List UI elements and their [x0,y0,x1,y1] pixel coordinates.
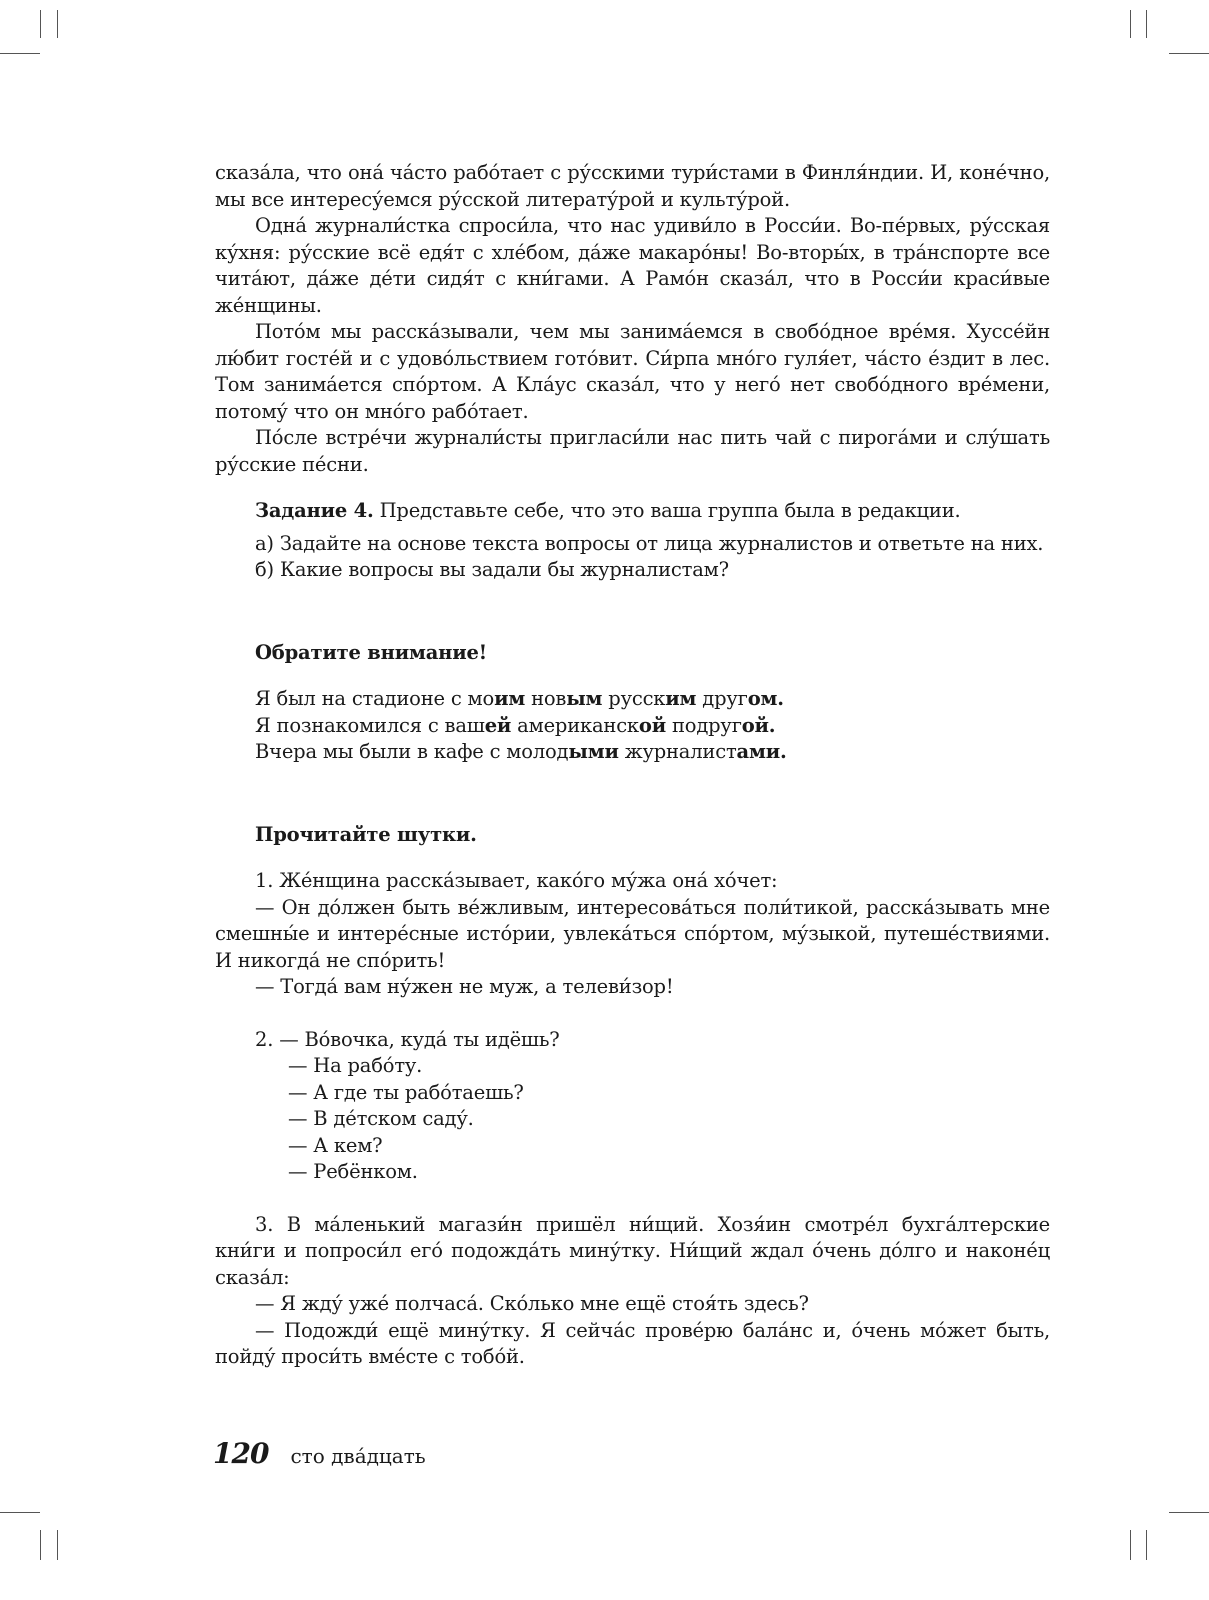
ending-highlight: ой [638,713,666,737]
joke-1-line: 1. Же́нщина расска́зывает, како́го му́жа она́ хо́чет: [255,869,778,892]
grammar-examples [215,686,1050,766]
crop-mark [0,1512,40,1513]
example-text: Я был на стадионе с мо [255,687,495,710]
paragraph-1: сказа́ла, что она́ ча́сто рабо́тает с ру́сскими тури́стами в Финля́ндии. И, коне́чно, мы все интересу́емся ру́сской литерату́рой и культу́рой. [215,161,1050,211]
joke-1-line: — Тогда́ вам ну́жен не муж, а телеви́зор! [255,975,674,998]
crop-mark [1130,1530,1131,1560]
example-text: Я познакомился с ваш [255,713,485,737]
joke-3 [215,1212,1050,1371]
paragraph-3: Пото́м мы расска́зывали, чем мы занима́емся в свобо́дное вре́мя. Хуссе́йн лю́бит госте́й и с удово́льствием гото́вит. Си́рпа мно́го гуля́ет, ча́сто е́здит в лес. Том занима́ется спо́ртом. А Кла́ус сказа́л, что у него́ нет свобо́дного вре́мени, потому́ что он мно́го рабо́тает. [215,320,1050,423]
ending-highlight: ей [484,713,512,737]
crop-mark [40,10,41,38]
example-text: Вчера мы были в кафе с молод [255,740,569,763]
example-3 [255,739,1050,766]
crop-mark [40,1530,41,1560]
crop-mark [1130,10,1131,38]
crop-mark [1146,10,1147,38]
joke-3-line: — Я жду́ уже́ полчаса́. Ско́лько мне ещё стоя́ть здесь? [255,1292,809,1315]
example-text: подруг [666,713,742,737]
paragraph-4: По́сле встре́чи журнали́сты пригласи́ли нас пить чай с пирога́ми и слу́шать ру́сские пе́сни. [215,426,1050,476]
paragraph-2: Одна́ журнали́стка спроси́ла, что нас удиви́ло в Росси́и. Во-пе́рвых, ру́сская ку́хня: ру́сские всё едя́т с хле́бом, да́же макаро́ны! Во-вторы́х, в тра́нспорте все чита́ют, да́же де́ти сидя́т с кни́гами. А Рамо́н сказа́л, что в Росси́и краси́вые же́нщины. [215,214,1050,317]
example-text: русск [602,687,666,710]
joke-2-line: — Ребёнком. [288,1160,418,1183]
ending-highlight: им [494,687,526,710]
example-text: американск [511,713,639,737]
ending-highlight: ом. [747,687,784,710]
joke-2-line: 2. — Во́вочка, куда́ ты идёшь? [255,1027,560,1051]
example-2 [255,713,1050,740]
page-number-words: сто два́дцать [290,1444,426,1468]
ending-highlight: ыми [568,740,619,763]
joke-2 [215,1027,1050,1186]
joke-2-line: — А где ты рабо́таешь? [288,1080,524,1104]
crop-mark [1146,1530,1147,1560]
page-footer [213,1437,426,1470]
example-1 [255,686,1050,713]
ending-highlight: им [665,687,697,710]
ending-highlight: ой. [741,713,776,737]
crop-mark [57,10,58,38]
crop-mark [1169,1512,1209,1513]
task-item-a: а) Задайте на основе текста вопросы от лица журналистов и ответьте на них. [255,531,1044,555]
joke-3-line: 3. В ма́ленький магази́н пришёл ни́щий. Хозя́ин смотре́л бухга́лтерские кни́ги и попроси́л его́ подожда́ть мину́тку. Ни́щий ждал о́чень до́лго и наконе́ц сказа́л: [215,1212,1050,1289]
joke-2-line: — На рабо́ту. [288,1054,423,1077]
ending-highlight: ами. [736,740,787,763]
crop-mark [0,53,40,54]
ending-highlight: ым [566,687,603,710]
joke-2-line: — А кем? [288,1133,383,1157]
joke-2-line: — В де́тском саду́. [288,1107,474,1130]
notice-title: Обратите внимание! [255,640,488,664]
task-4 [215,498,1050,525]
crop-mark [57,1530,58,1560]
example-text: нов [525,687,567,710]
crop-mark [1169,53,1209,54]
joke-3-line: — Подожди́ ещё мину́тку. Я сейча́с прове́рю бала́нс и, о́чень мо́жет быть, пойду́ проси́ть вме́сте с тобо́й. [215,1318,1050,1368]
page-content [215,160,1050,1371]
joke-1 [215,868,1050,1001]
task-label: Задание 4. [255,499,374,522]
joke-1-line: — Он до́лжен быть ве́жливым, интересова́ться поли́тикой, расска́зывать мне смешны́е и интере́сные исто́рии, увлека́ться спо́ртом, му́зыкой, путеше́ствиями. И никогда́ не спо́рить! [215,895,1050,972]
page-number: 120 [213,1437,269,1470]
example-text: друг [696,687,748,710]
task-item-b: б) Какие вопросы вы задали бы журналистам? [255,558,729,581]
jokes-title: Прочитайте шутки. [255,822,477,846]
task-items [215,531,1050,584]
example-text: журналист [618,740,737,763]
task-text: Представьте себе, что это ваша группа была в редакции. [373,499,961,522]
